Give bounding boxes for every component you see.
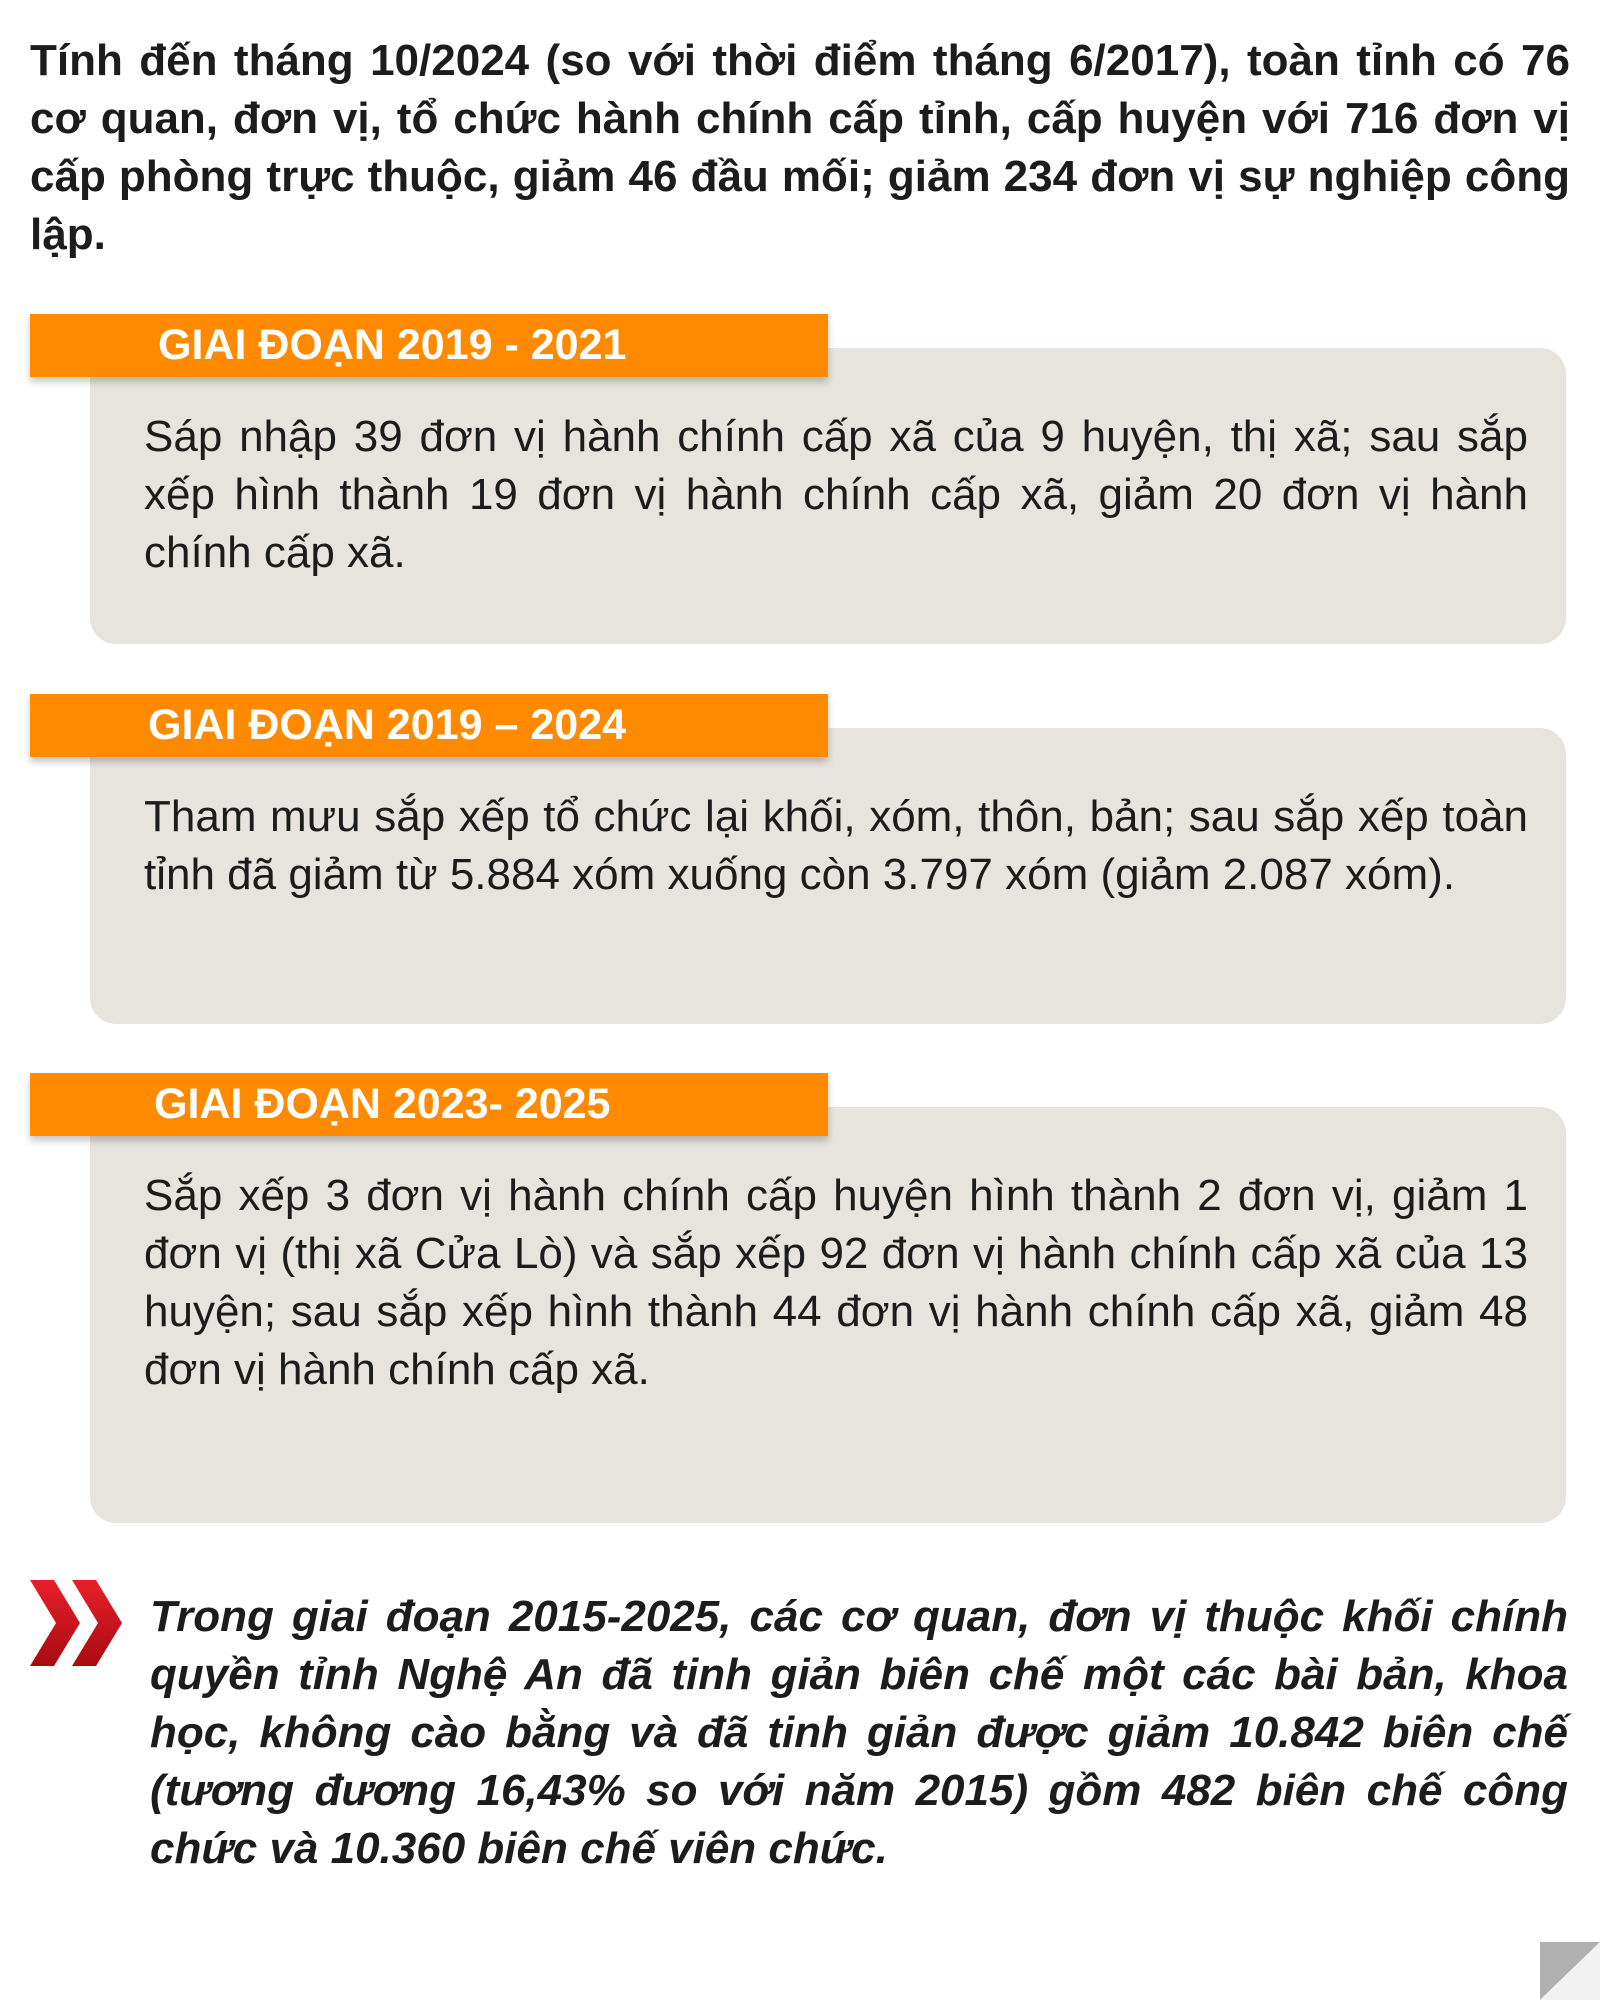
section-body: Sáp nhập 39 đơn vị hành chính cấp xã của 9 huyện, thị xã; sau sắp xếp hình thành 19 đơn vị hành chính cấp xã, giảm 20 đơn vị hành chính cấp xã. [144,412,1528,577]
intro-paragraph: Tính đến tháng 10/2024 (so với thời điểm tháng 6/2017), toàn tỉnh có 76 cơ quan, đơn vị, tổ chức hành chính cấp tỉnh, cấp huyện với 716 đơn vị cấp phòng trực thuộc, giảm 46 đầu mối; giảm 234 đơn vị sự nghiệp công lập. [30,36,1570,259]
section-label-2019-2021: GIAI ĐOẠN 2019 - 2021 [30,314,828,377]
section-box-2019-2021 [90,348,1566,644]
section-box-2023-2025 [90,1107,1566,1523]
page-corner-icon [1540,1934,1600,2000]
double-chevron-right-icon [28,1578,132,1668]
section-label-2023-2025: GIAI ĐOẠN 2023- 2025 [30,1073,828,1136]
section-label-2019-2024: GIAI ĐOẠN 2019 – 2024 [30,694,828,757]
section-body: Tham mưu sắp xếp tổ chức lại khối, xóm, thôn, bản; sau sắp xếp toàn tỉnh đã giảm từ 5.884 xóm xuống còn 3.797 xóm (giảm 2.087 xóm). [144,792,1528,899]
conclusion-paragraph: Trong giai đoạn 2015-2025, các cơ quan, đơn vị thuộc khối chính quyền tỉnh Nghệ An đã tinh giản biên chế một các bài bản, khoa học, không cào bằng và đã tinh giản được giảm 10.842 biên chế (tương đương 16,43% so với năm 2015) gồm 482 biên chế công chức và 10.360 biên chế viên chức. [150,1592,1568,1873]
section-box-2019-2024 [90,728,1566,1024]
section-body: Sắp xếp 3 đơn vị hành chính cấp huyện hình thành 2 đơn vị, giảm 1 đơn vị (thị xã Cửa Lò) và sắp xếp 92 đơn vị hành chính cấp xã của 13 huyện; sau sắp xếp hình thành 44 đơn vị hành chính cấp xã, giảm 48 đơn vị hành chính cấp xã. [144,1171,1528,1394]
